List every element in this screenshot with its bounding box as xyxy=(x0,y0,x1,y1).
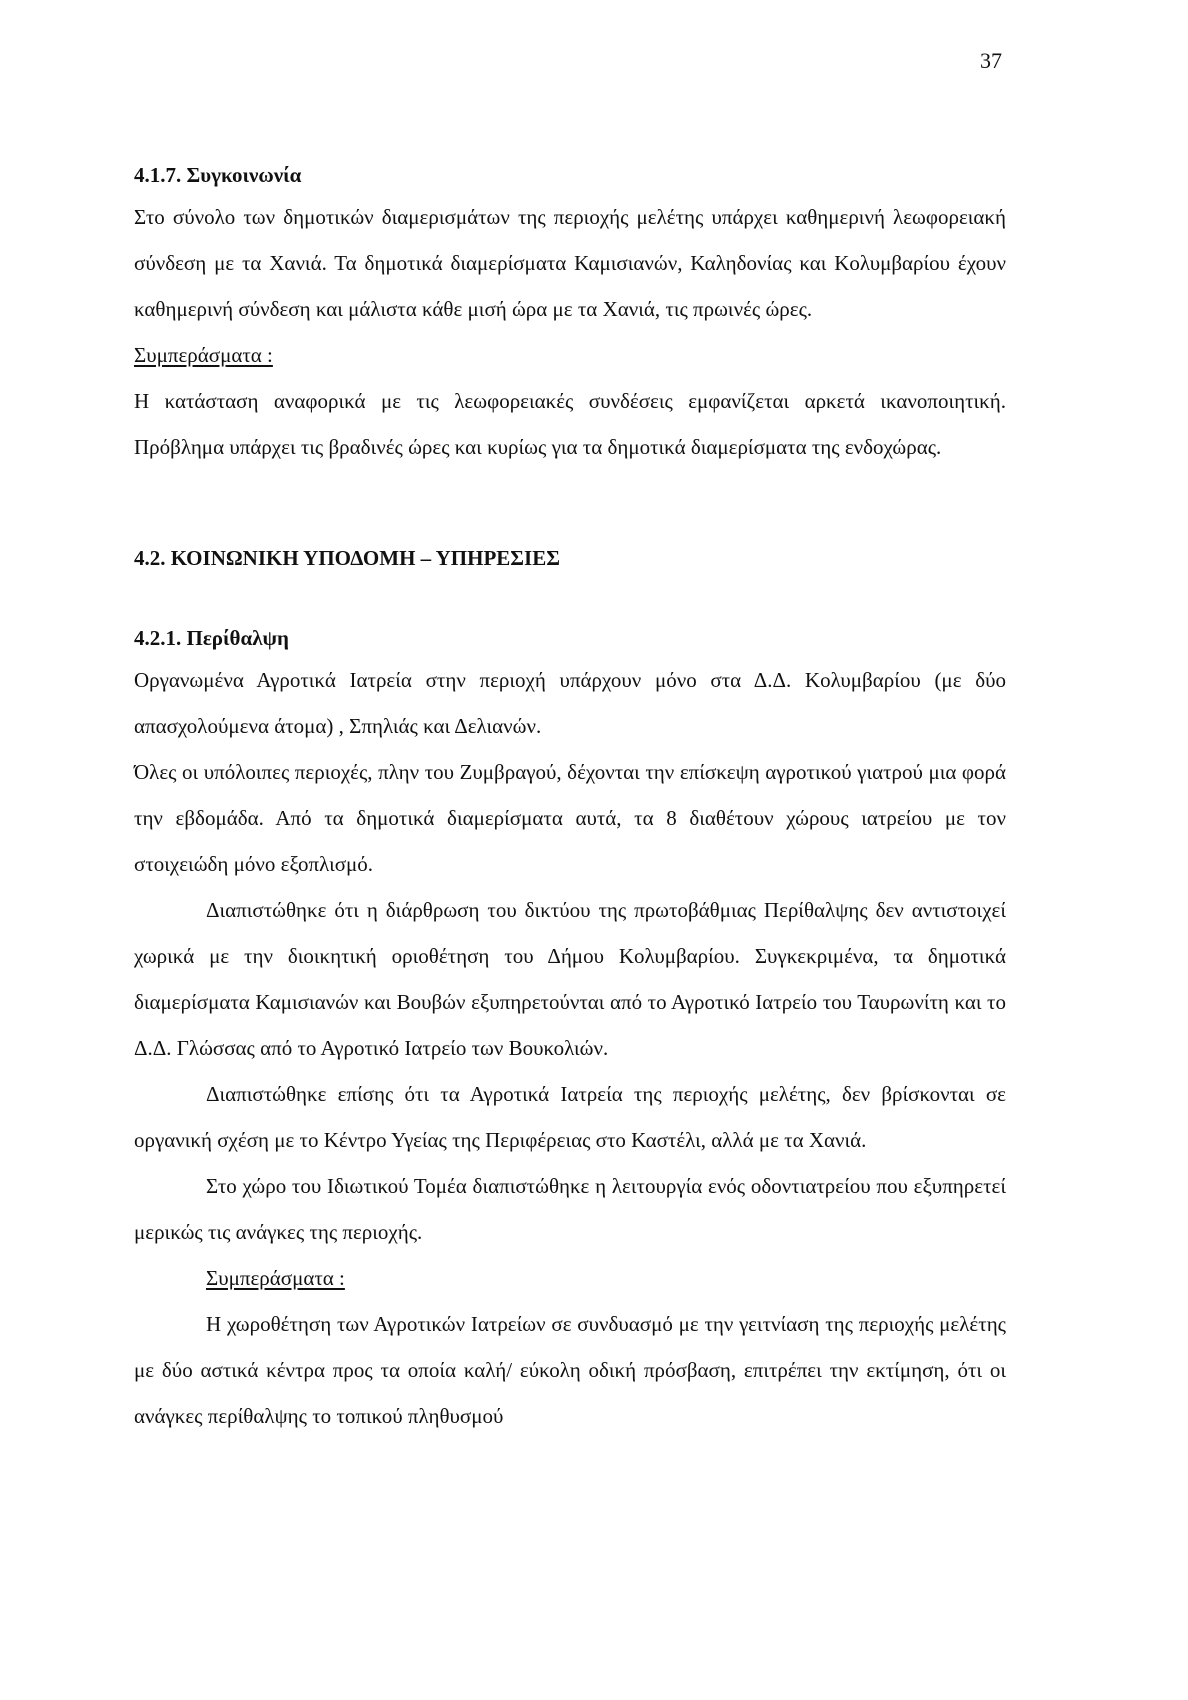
page-number: 37 xyxy=(980,48,1002,73)
healthcare-paragraph-private-sector: Στο χώρο του Ιδιωτικού Τομέα διαπιστώθηκε η λειτουργία ενός οδοντιατρείου που εξυπηρετεί μερικώς τις ανάγκες της περιοχής. xyxy=(134,1174,1006,1244)
section-transport xyxy=(134,160,1006,470)
healthcare-paragraph-clinics: Οργανωμένα Αγροτικά Ιατρεία στην περιοχή υπάρχουν μόνο στα Δ.Δ. Κολυμβαρίου (με δύο απασχολούμενα άτομα) , Σπηλιάς και Δελιανών. xyxy=(134,668,1006,738)
healthcare-paragraph-visits: Όλες οι υπόλοιπες περιοχές, πλην του Ζυμβραγού, δέχονται την επίσκεψη αγροτικού γιατρού μια φορά την εβδομάδα. Από τα δημοτικά διαμερίσματα αυτά, τα 8 διαθέτουν χώρους ιατρείου με τον στοιχειώδη μόνο εξοπλισμό. xyxy=(134,760,1006,876)
section-healthcare xyxy=(134,623,1006,1439)
transport-conclusions-text: Η κατάσταση αναφορικά με τις λεωφορειακές συνδέσεις εμφανίζεται αρκετά ικανοποιητική. Πρόβλημα υπάρχει τις βραδινές ώρες και κυρίως για τα δημοτικά διαμερίσματα της ενδοχώρας. xyxy=(134,389,1006,459)
section-heading-healthcare: 4.2.1. Περίθαλψη xyxy=(134,626,289,650)
transport-paragraph: Στο σύνολο των δημοτικών διαμερισμάτων της περιοχής μελέτης υπάρχει καθημερινή λεωφορειακή σύνδεση με τα Χανιά. Τα δημοτικά διαμερίσματα Καμισιανών, Καληδονίας και Κολυμβαρίου έχουν καθημερινή σύνδεση και μάλιστα κάθε μισή ώρα με τα Χανιά, τις πρωινές ώρες. xyxy=(134,205,1006,321)
section-heading-social-infrastructure: 4.2. ΚΟΙΝΩΝΙΚΗ ΥΠΟΔΟΜΗ – ΥΠΗΡΕΣΙΕΣ xyxy=(134,546,560,570)
healthcare-paragraph-organic-relation: Διαπιστώθηκε επίσης ότι τα Αγροτικά Ιατρεία της περιοχής μελέτης, δεν βρίσκονται σε οργανική σχέση με το Κέντρο Υγείας της Περιφέρειας στο Καστέλι, αλλά με τα Χανιά. xyxy=(134,1082,1006,1152)
section-social-infrastructure xyxy=(134,543,1006,573)
document-body xyxy=(134,160,1006,1439)
healthcare-paragraph-network: Διαπιστώθηκε ότι η διάρθρωση του δικτύου της πρωτοβάθμιας Περίθαλψης δεν αντιστοιχεί χωρικά με την διοικητική οριοθέτηση του Δήμου Κολυμβαρίου. Συγκεκριμένα, τα δημοτικά διαμερίσματα Καμισιανών και Βουβών εξυπηρετούνται από το Αγροτικό Ιατρείο του Ταυρωνίτη και το Δ.Δ. Γλώσσας από το Αγροτικό Ιατρείο των Βουκολιών. xyxy=(134,898,1006,1060)
healthcare-conclusions-label: Συμπεράσματα : xyxy=(206,1266,345,1290)
transport-conclusions-label: Συμπεράσματα : xyxy=(134,343,273,367)
healthcare-conclusions-text: Η χωροθέτηση των Αγροτικών Ιατρείων σε συνδυασμό με την γειτνίαση της περιοχής μελέτης με δύο αστικά κέντρα προς τα οποία καλή/ εύκολη οδική πρόσβαση, επιτρέπει την εκτίμηση, ότι οι ανάγκες περίθαλψης το τοπικού πληθυσμού xyxy=(134,1312,1006,1428)
section-heading-transport: 4.1.7. Συγκοινωνία xyxy=(134,163,302,187)
